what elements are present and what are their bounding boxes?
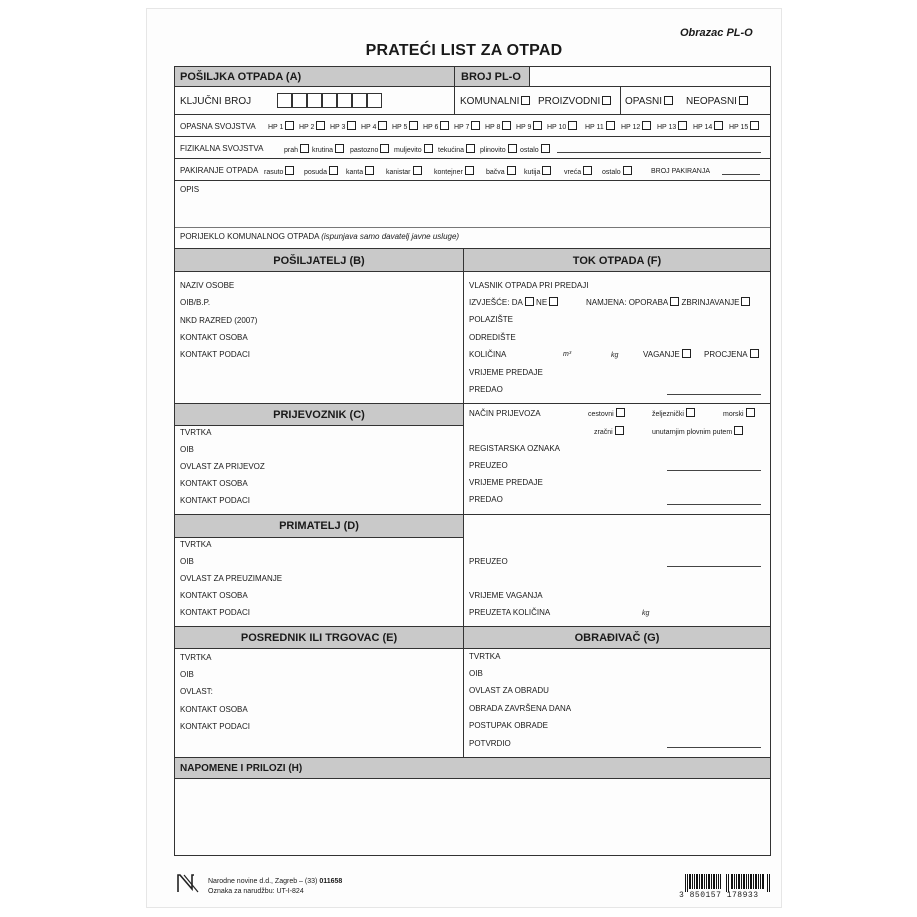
key-number-digit[interactable]: [307, 93, 322, 108]
carrier-received-label: PREUZEO: [469, 461, 508, 470]
received-qty-label: PREUZETA KOLIČINA: [469, 608, 551, 617]
sender-oib-label: OIB/B.P.: [180, 298, 211, 307]
broker-license-label: OVLAST:: [180, 687, 213, 696]
option-label: HP 9: [516, 124, 532, 131]
option-item[interactable]: [423, 121, 449, 132]
option-item[interactable]: [516, 121, 542, 132]
option-label: bačva: [486, 169, 505, 176]
order-code: Oznaka za narudžbu: UT-I-824: [208, 888, 304, 895]
option-label: HP 7: [454, 124, 470, 131]
key-number-digit[interactable]: [337, 93, 352, 108]
option-item[interactable]: [729, 121, 759, 132]
option-item[interactable]: [621, 121, 651, 132]
checkbox[interactable]: [583, 166, 592, 175]
option-label: HP 4: [361, 124, 377, 131]
barcode: [685, 874, 770, 892]
option-label: kontejner: [434, 169, 463, 176]
option-item[interactable]: [585, 121, 615, 132]
option-label: HP 14: [693, 124, 713, 131]
transport-mode-label: NAČIN PRIJEVOZA: [469, 409, 541, 418]
quantity-label: KOLIČINA: [469, 350, 507, 359]
checkbox-air[interactable]: [615, 426, 624, 435]
option-hazardous[interactable]: OPASNI: [625, 96, 673, 108]
checkbox[interactable]: [378, 121, 387, 130]
processor-company-label: TVRTKA: [469, 652, 501, 661]
option-item[interactable]: [299, 121, 325, 132]
option-item[interactable]: [361, 121, 387, 132]
checkbox[interactable]: [285, 121, 294, 130]
checkbox[interactable]: [623, 166, 632, 175]
key-number-digit[interactable]: [352, 93, 367, 108]
owner-label: VLASNIK OTPADA PRI PREDAJI: [469, 281, 589, 290]
barcode-number: 3 850157 178933: [679, 891, 759, 900]
hazard-options: [268, 120, 768, 132]
option-item[interactable]: [264, 166, 294, 177]
option-label: HP 10: [547, 124, 567, 131]
broker-oib-label: OIB: [180, 670, 194, 679]
option-item[interactable]: [268, 121, 294, 132]
option-label: prah: [284, 147, 299, 154]
packaging-count-label: BROJ PAKIRANJA: [651, 168, 710, 175]
option-label: HP 12: [621, 124, 641, 131]
transport-road[interactable]: cestovni: [588, 408, 625, 419]
checkbox[interactable]: [316, 121, 325, 130]
checkbox[interactable]: [502, 121, 511, 130]
key-number-digit[interactable]: [292, 93, 307, 108]
destination-label: ODREDIŠTE: [469, 333, 516, 342]
sender-name-label: NAZIV OSOBE: [180, 281, 235, 290]
report-row: IZVJEŠĆE: DA NE: [469, 297, 558, 308]
checkbox-recovery[interactable]: [670, 297, 679, 306]
form-code: Obrazac PL-O: [680, 27, 753, 39]
option-label: HP 8: [485, 124, 501, 131]
receiver-contact-person-label: KONTAKT OSOBA: [180, 591, 248, 600]
option-label: muljevito: [394, 147, 422, 154]
option-item[interactable]: [346, 166, 374, 177]
option-item[interactable]: [524, 166, 551, 177]
receiver-license-label: OVLAST ZA PREUZIMANJE: [180, 574, 283, 583]
receiver-contact-data-label: KONTAKT PODACI: [180, 608, 250, 617]
checkbox-production[interactable]: [602, 96, 611, 105]
section-a-title: POŠILJKA OTPADA (A): [180, 71, 302, 83]
checkbox[interactable]: [365, 166, 374, 175]
checkbox-disposal[interactable]: [741, 297, 750, 306]
receipt-received-label: PREUZEO: [469, 557, 508, 566]
option-label: plinovito: [480, 147, 506, 154]
transport-sea[interactable]: morski: [723, 408, 755, 419]
processor-license-label: OVLAST ZA OBRADU: [469, 686, 549, 695]
option-label: HP 5: [392, 124, 408, 131]
option-label: HP 13: [657, 124, 677, 131]
option-item[interactable]: [693, 121, 723, 132]
option-item[interactable]: [602, 166, 632, 177]
origin-label: PORIJEKLO KOMUNALNOG OTPADA (ispunjava samo davatelj javne usluge): [180, 232, 460, 241]
notes-area[interactable]: [176, 779, 769, 855]
checkbox[interactable]: [466, 144, 475, 153]
option-label: HP 15: [729, 124, 749, 131]
transport-air[interactable]: zračni: [594, 426, 624, 437]
transport-rail[interactable]: željeznički: [652, 408, 695, 419]
transport-inland[interactable]: unutarnjim plovnim putem: [652, 426, 743, 437]
key-number-digit[interactable]: [277, 93, 292, 108]
option-label: krutina: [312, 147, 334, 154]
option-item[interactable]: [312, 144, 344, 155]
confirmed-label: POTVRDIO: [469, 739, 511, 748]
option-production[interactable]: PROIZVODNI: [538, 96, 611, 108]
packaging-label: PAKIRANJE OTPADA: [180, 166, 259, 175]
checkbox[interactable]: [409, 121, 418, 130]
handover-time-label: VRIJEME PREDAJE: [469, 368, 543, 377]
processing-finished-label: OBRADA ZAVRŠENA DANA: [469, 704, 572, 713]
sender-nkd-label: NKD RAZRED (2007): [180, 316, 258, 325]
checkbox[interactable]: [606, 121, 615, 130]
broker-contact-person-label: KONTAKT OSOBA: [180, 705, 248, 714]
section-g-title: OBRAĐIVAČ (G): [574, 632, 660, 644]
checkbox[interactable]: [471, 121, 480, 130]
option-item[interactable]: [438, 144, 475, 155]
weighing-time-label: VRIJEME VAGANJA: [469, 591, 543, 600]
checkbox-municipal[interactable]: [521, 96, 530, 105]
checkbox[interactable]: [678, 121, 687, 130]
key-number-digit[interactable]: [322, 93, 337, 108]
broker-company-label: TVRTKA: [180, 653, 212, 662]
carrier-oib-label: OIB: [180, 445, 194, 454]
checkbox-road[interactable]: [616, 408, 625, 417]
checkbox[interactable]: [642, 121, 651, 130]
checkbox[interactable]: [542, 166, 551, 175]
checkbox[interactable]: [507, 166, 516, 175]
estimate-option[interactable]: PROCJENA: [704, 349, 759, 360]
key-number-label: KLJUČNI BROJ: [180, 96, 252, 107]
sender-contact-person-label: KONTAKT OSOBA: [180, 333, 248, 342]
checkbox[interactable]: [714, 121, 723, 130]
checkbox[interactable]: [347, 121, 356, 130]
carrier-license-label: OVLAST ZA PRIJEVOZ: [180, 462, 265, 471]
carrier-handed-over-label: PREDAO: [469, 495, 503, 504]
section-d-title: PRIMATELJ (D): [279, 520, 359, 532]
hazard-label: OPASNA SVOJSTVA: [180, 122, 256, 131]
description-label[interactable]: OPIS: [180, 185, 200, 194]
checkbox[interactable]: [335, 144, 344, 153]
checkbox[interactable]: [380, 144, 389, 153]
packaging-options: [264, 165, 654, 177]
section-b-title: POŠILJATELJ (B): [273, 255, 365, 267]
section-e-title: POSREDNIK ILI TRGOVAC (E): [240, 632, 398, 644]
section-h-title: NAPOMENE I PRILOZI (H): [180, 763, 303, 774]
option-label: pastozno: [350, 147, 379, 154]
checkbox-inland[interactable]: [734, 426, 743, 435]
checkbox[interactable]: [541, 144, 550, 153]
option-non-hazardous[interactable]: NEOPASNI: [686, 96, 748, 108]
checkbox[interactable]: [300, 144, 309, 153]
broker-contact-data-label: KONTAKT PODACI: [180, 722, 250, 731]
sender-contact-data-label: KONTAKT PODACI: [180, 350, 250, 359]
section-f-title: TOK OTPADA (F): [572, 255, 662, 267]
checkbox-weighing[interactable]: [682, 349, 691, 358]
option-item[interactable]: [394, 144, 433, 155]
checkbox-rail[interactable]: [686, 408, 695, 417]
processor-oib-label: OIB: [469, 669, 483, 678]
checkbox[interactable]: [508, 144, 517, 153]
checkbox-sea[interactable]: [746, 408, 755, 417]
option-item[interactable]: [330, 121, 356, 132]
option-item[interactable]: [350, 144, 389, 155]
checkbox[interactable]: [440, 121, 449, 130]
option-label: HP 6: [423, 124, 439, 131]
pl-number-label: BROJ PL-O: [461, 71, 521, 83]
option-item[interactable]: [486, 166, 516, 177]
option-item[interactable]: [392, 121, 418, 132]
received-qty-unit: kg: [642, 610, 650, 617]
option-label: HP 1: [268, 124, 284, 131]
section-c-title: PRIJEVOZNIK (C): [273, 409, 365, 421]
option-item[interactable]: [284, 144, 309, 155]
checkbox[interactable]: [424, 144, 433, 153]
checkbox[interactable]: [750, 121, 759, 130]
physical-options: [284, 143, 584, 155]
checkbox-non-hazardous[interactable]: [739, 96, 748, 105]
checkbox[interactable]: [465, 166, 474, 175]
carrier-contact-data-label: KONTAKT PODACI: [180, 496, 250, 505]
checkbox[interactable]: [329, 166, 338, 175]
option-item[interactable]: [485, 121, 511, 132]
carrier-handover-time-label: VRIJEME PREDAJE: [469, 478, 543, 487]
checkbox[interactable]: [568, 121, 577, 130]
option-item[interactable]: [547, 121, 577, 132]
checkbox[interactable]: [533, 121, 542, 130]
publisher-text: Narodne novine d.d., Zagreb – (33) 011658: [208, 878, 343, 885]
option-label: kutija: [524, 169, 541, 176]
checkbox-hazardous[interactable]: [664, 96, 673, 105]
departure-label: POLAZIŠTE: [469, 315, 514, 324]
publisher-logo: [176, 872, 202, 894]
physical-label: FIZIKALNA SVOJSTVA: [180, 144, 264, 153]
unit-kg: kg: [611, 352, 619, 359]
option-label: kanistar: [386, 169, 411, 176]
option-item[interactable]: [386, 166, 422, 177]
receiver-company-label: TVRTKA: [180, 540, 212, 549]
carrier-contact-person-label: KONTAKT OSOBA: [180, 479, 248, 488]
option-item[interactable]: [454, 121, 480, 132]
checkbox-report-yes[interactable]: [525, 297, 534, 306]
option-label: rasuto: [264, 169, 284, 176]
document-title: PRATEĆI LIST ZA OTPAD: [365, 42, 563, 59]
option-item[interactable]: [520, 144, 550, 155]
option-label: ostalo: [520, 147, 539, 154]
purpose-row: NAMJENA: OPORABA ZBRINJAVANJE: [586, 297, 750, 308]
checkbox[interactable]: [413, 166, 422, 175]
weighing-option[interactable]: VAGANJE: [643, 349, 691, 360]
handed-over-label: PREDAO: [469, 385, 503, 394]
option-label: posuda: [304, 169, 327, 176]
carrier-company-label: TVRTKA: [180, 428, 212, 437]
option-label: HP 11: [585, 124, 604, 131]
option-item[interactable]: [304, 166, 338, 177]
option-label: tekućina: [438, 147, 465, 154]
unit-m3: m³: [563, 351, 572, 358]
processing-procedure-label: POSTUPAK OBRADE: [469, 721, 548, 730]
option-item[interactable]: [564, 166, 592, 177]
option-label: vreća: [564, 169, 582, 176]
option-label: kanta: [346, 169, 364, 176]
option-municipal[interactable]: KOMUNALNI: [460, 96, 530, 108]
key-number-digit[interactable]: [367, 93, 382, 108]
checkbox-report-no[interactable]: [549, 297, 558, 306]
plate-label: REGISTARSKA OZNAKA: [469, 444, 560, 453]
option-item[interactable]: [434, 166, 474, 177]
option-item[interactable]: [657, 121, 687, 132]
option-label: HP 2: [299, 124, 315, 131]
receiver-oib-label: OIB: [180, 557, 194, 566]
checkbox[interactable]: [285, 166, 294, 175]
option-item[interactable]: [480, 144, 517, 155]
option-label: ostalo: [602, 169, 621, 176]
option-label: HP 3: [330, 124, 346, 131]
checkbox-estimate[interactable]: [750, 349, 759, 358]
